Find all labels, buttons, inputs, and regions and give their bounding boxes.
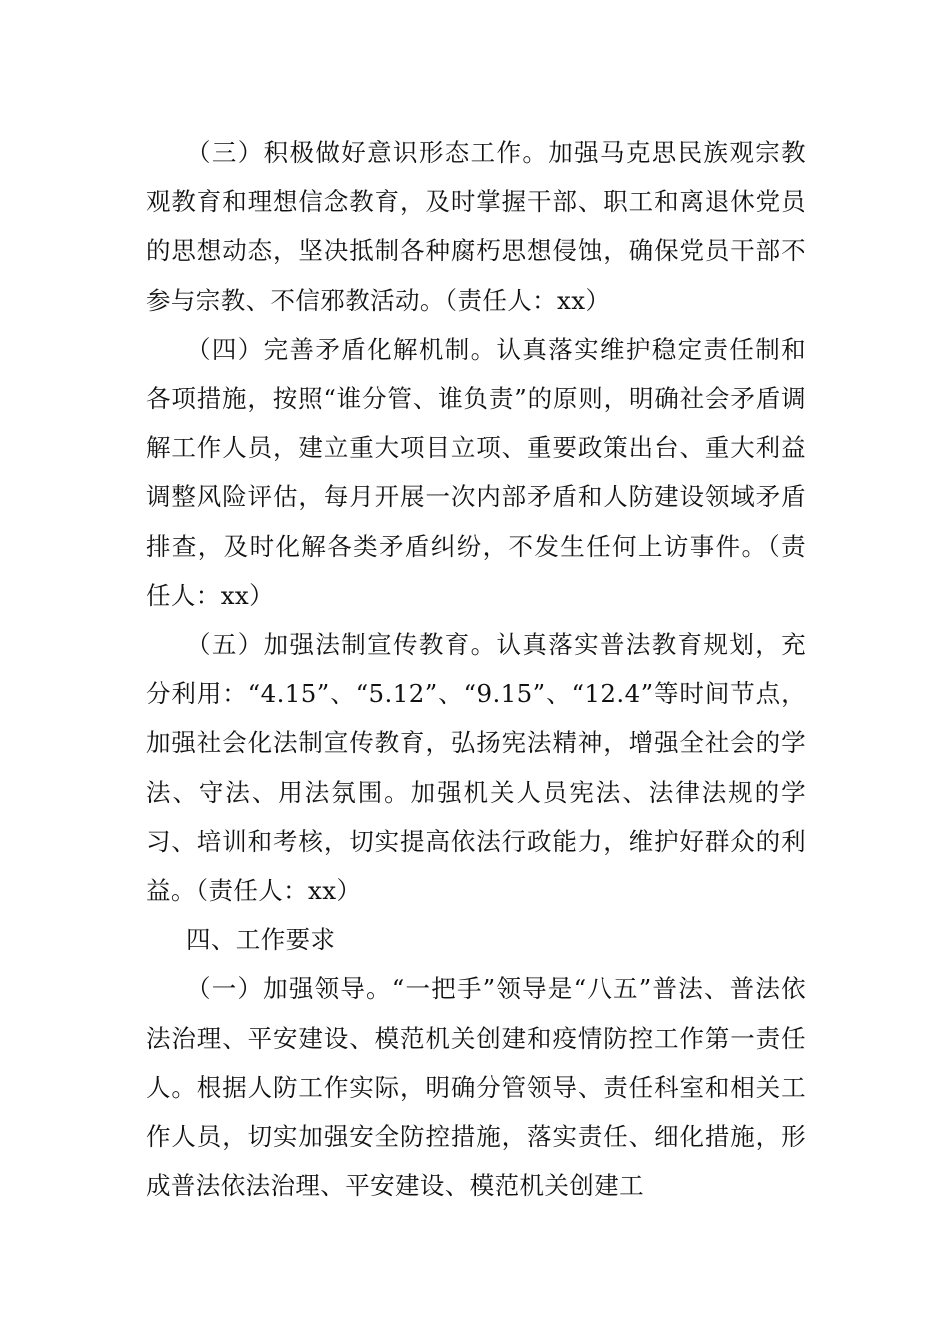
paragraph-ideology-work: （三）积极做好意识形态工作。加强马克思民族观宗教观教育和理想信念教育，及时掌握干部、职工和离退休党员的思想动态，坚决抵制各种腐朽思想侵蚀，确保党员干部不参与宗教、不信邪教活动。（责任人：xx） bbox=[146, 138, 806, 315]
paragraph-conflict-resolution: （四）完善矛盾化解机制。认真落实维护稳定责任制和各项措施，按照“谁分管、谁负责”的原则，明确社会矛盾调解工作人员，建立重大项目立项、重要政策出台、重大利益调整风险评估，每月开展一次内部矛盾和人防建设领域矛盾排查，及时化解各类矛盾纠纷，不发生任何上访事件。（责任人：xx） bbox=[146, 334, 806, 610]
paragraph-strengthen-leadership: （一）加强领导。“一把手”领导是“八五”普法、普法依法治理、平安建设、模范机关创建和疫情防控工作第一责任人。根据人防工作实际，明确分管领导、责任科室和相关工作人员，切实加强安全防控措施，落实责任、细化措施，形成普法依法治理、平安建设、模范机关创建工 bbox=[146, 974, 806, 1201]
section-heading-work-requirements: 四、工作要求 bbox=[186, 925, 336, 955]
document-body bbox=[146, 128, 806, 1210]
paragraph-legal-education: （五）加强法制宣传教育。认真落实普法教育规划，充分利用：“4.15”、“5.12”、“9.15”、“12.4”等时间节点，加强社会化法制宣传教育，弘扬宪法精神，增强全社会的学法、守法、用法氛围。加强机关人员宪法、法律法规的学习、培训和考核，切实提高依法行政能力，维护好群众的利益。（责任人：xx） bbox=[146, 630, 806, 906]
